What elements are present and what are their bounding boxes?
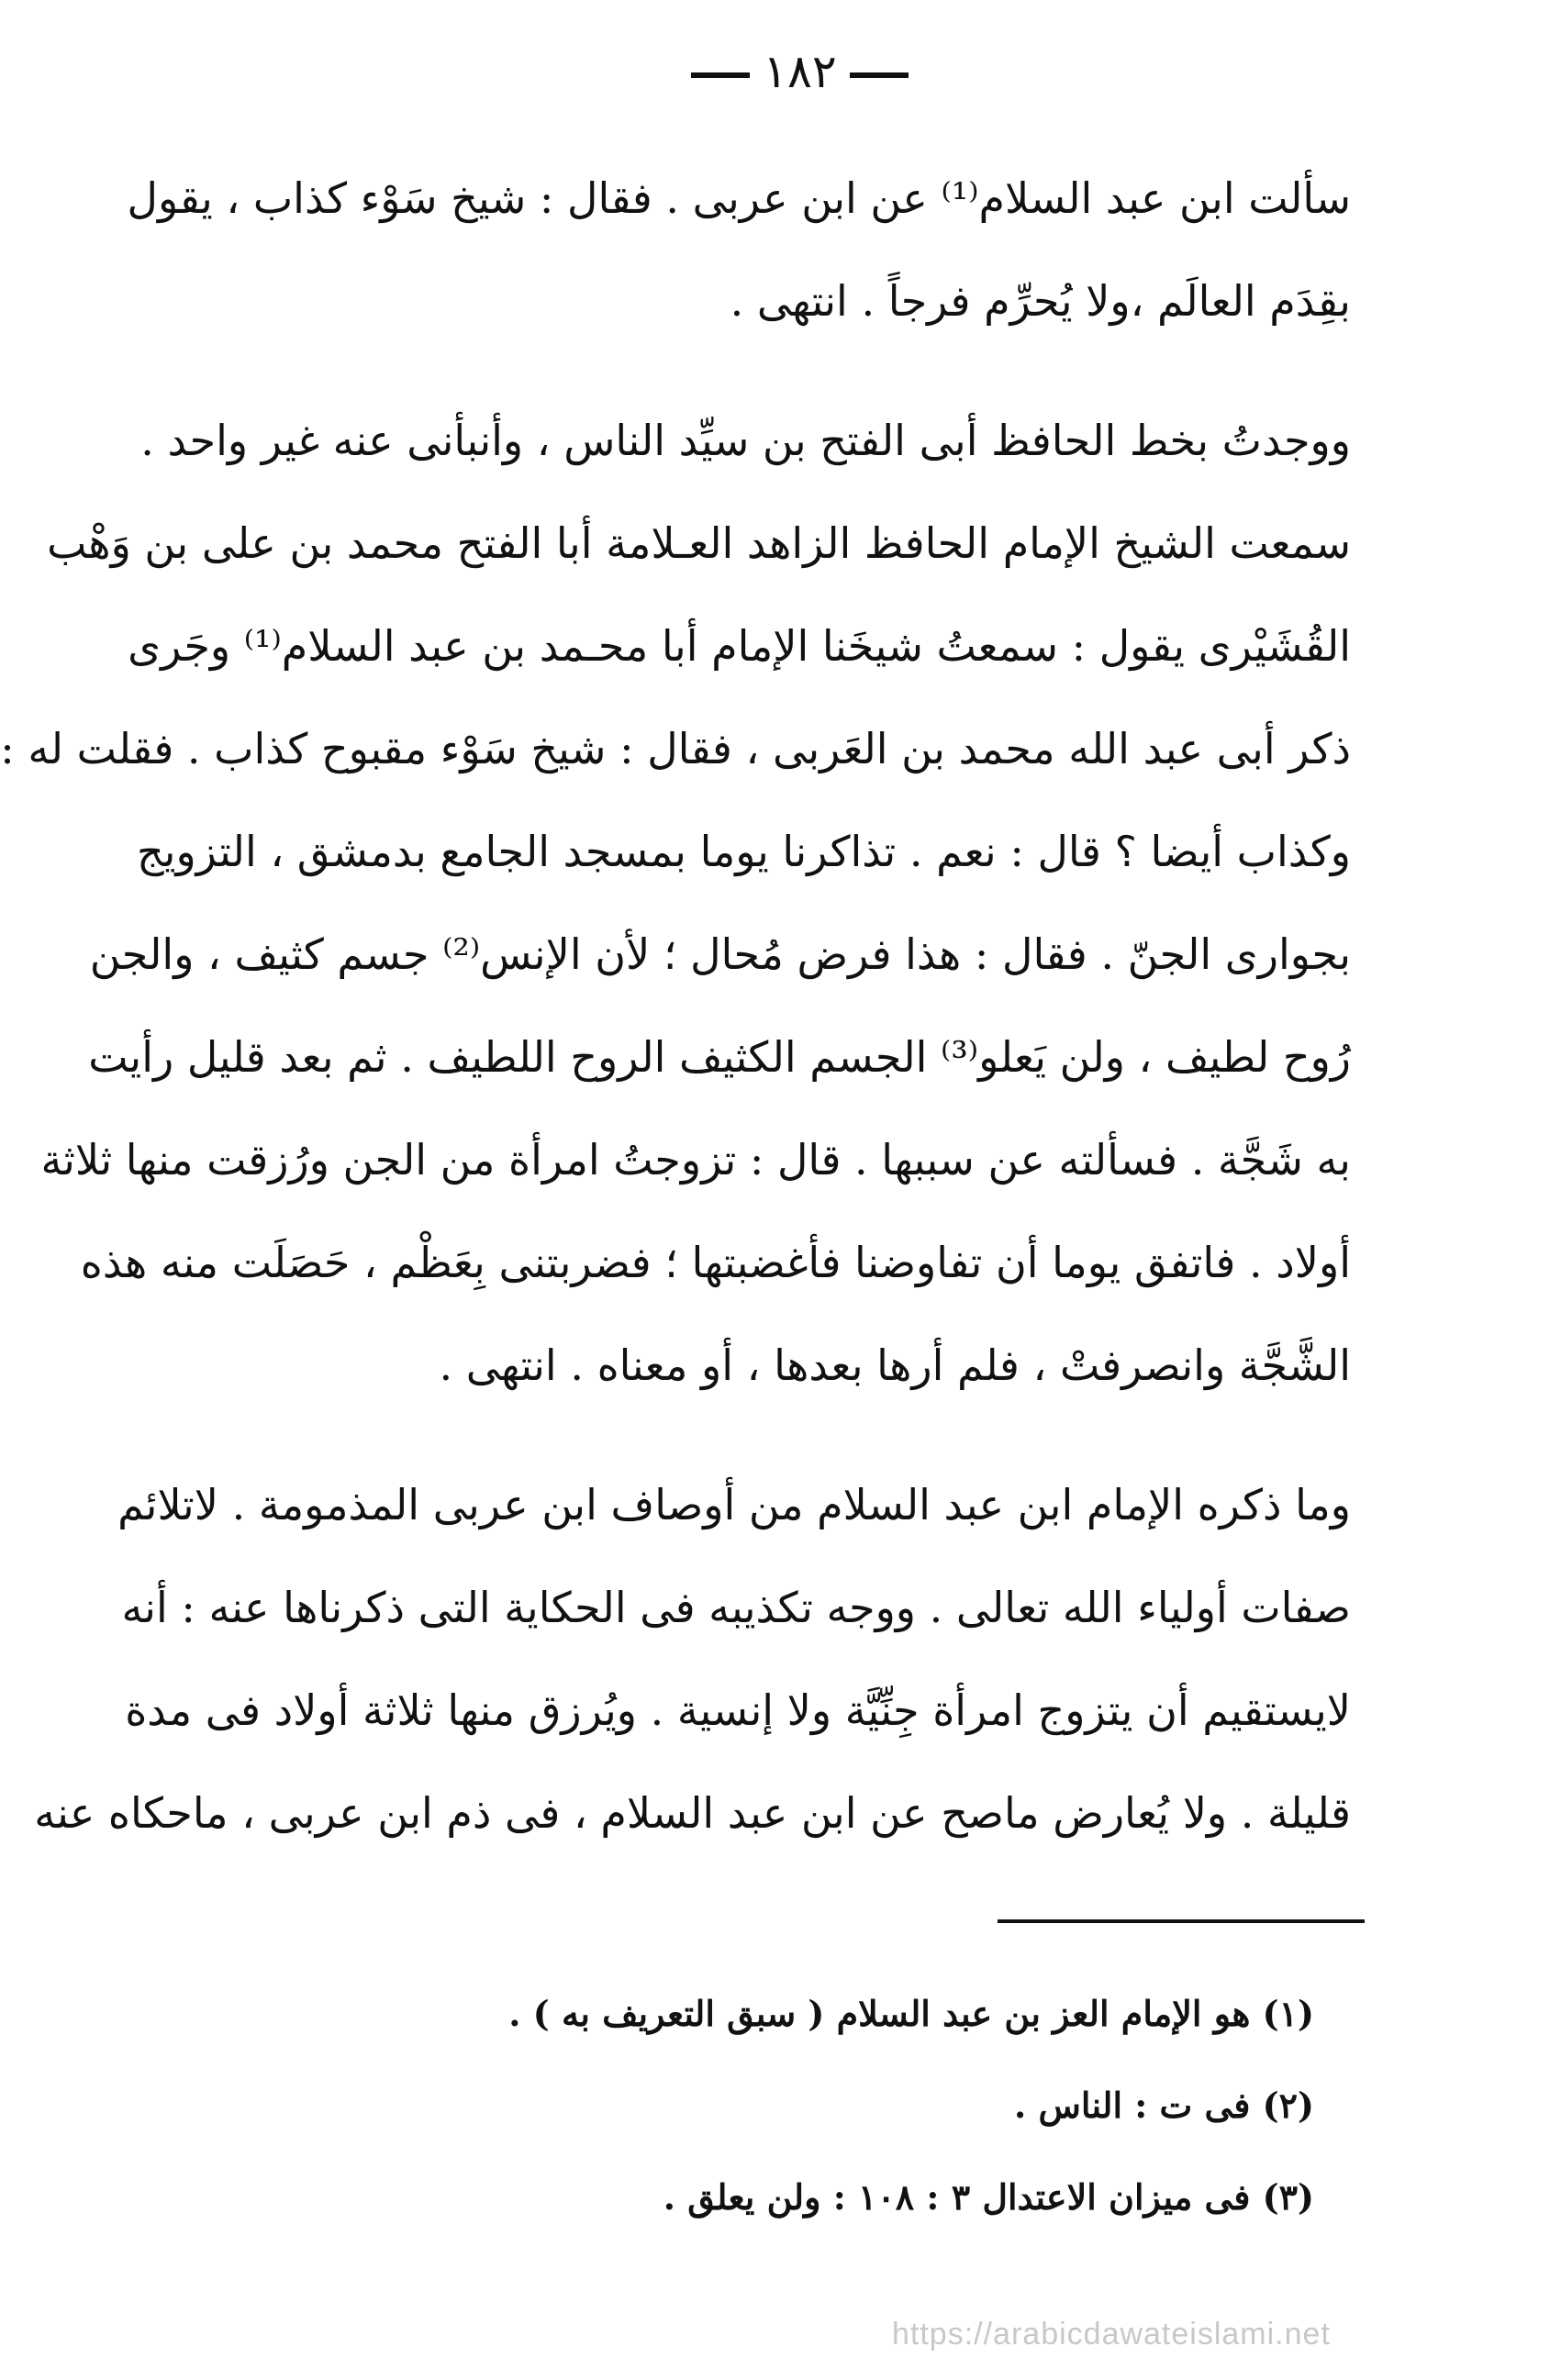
text-line: بقِدَم العالَم ،ولا يُحرِّم فرجاً . انتهى . bbox=[730, 276, 1351, 326]
text-line: بجوارى الجنّ . فقال : هذا فرض مُحال ؛ لأن الإنس⁽²⁾ جسم كثيف ، والجن bbox=[89, 929, 1351, 979]
page-number bbox=[39, 35, 1561, 108]
page-number-dash-left bbox=[691, 72, 750, 78]
page-number-text: ١٨٢ bbox=[763, 45, 837, 98]
text-line: وما ذكره الإمام ابن عبد السلام من أوصاف ابن عربى المذمومة . لاتلائم bbox=[117, 1480, 1351, 1529]
main-text bbox=[0, 147, 1351, 1864]
text-line: أولاد . فاتفق يوما أن تفاوضنا فأغضبتها ؛ فضربتنى بِعَظْم ، حَصَلَت منه هذه bbox=[80, 1238, 1351, 1287]
text-line: ووجدتُ بخط الحافظ أبى الفتح بن سيِّد الناس ، وأنبأنى عنه غير واحد . bbox=[140, 416, 1351, 465]
page-number-dash-right bbox=[850, 72, 909, 78]
watermark-url: https://arabicdawateislami.net bbox=[892, 2317, 1331, 2352]
text-line: به شَجَّة . فسألته عن سببها . قال : تزوجتُ امرأة من الجن ورُزقت منها ثلاثة bbox=[40, 1135, 1351, 1184]
paragraph-2 bbox=[0, 389, 1351, 1417]
paragraph-1 bbox=[127, 147, 1351, 352]
text-line: صفات أولياء الله تعالى . ووجه تكذيبه فى الحكاية التى ذكرناها عنه : أنه bbox=[121, 1583, 1351, 1632]
footnote-3: (٣) فى ميزان الاعتدال ٣ : ١٠٨ : ولن يعلق . bbox=[663, 2176, 1314, 2218]
text-line: سمعت الشيخ الإمام الحافظ الزاهد العـلامة أبا الفتح محمد بن على بن وَهْب bbox=[47, 518, 1351, 568]
text-line: رُوح لطيف ، ولن يَعلو⁽³⁾ الجسم الكثيف الروح اللطيف . ثم بعد قليل رأيت bbox=[88, 1032, 1351, 1082]
paragraph-gap bbox=[176, 352, 1351, 389]
text-line: القُشَيْرى يقول : سمعتُ شيخَنا الإمام أبا محـمد بن عبد السلام⁽¹⁾ وجَرى bbox=[128, 621, 1351, 671]
text-line: ذكر أبى عبد الله محمد بن العَربى ، فقال : شيخ سَوْء مقبوح كذاب . فقلت له : bbox=[0, 724, 1351, 773]
paragraph-gap bbox=[176, 1417, 1351, 1453]
text-line: سألت ابن عبد السلام⁽¹⁾ عن ابن عربى . فقال : شيخ سَوْء كذاب ، يقول bbox=[127, 173, 1351, 223]
footnotes bbox=[314, 1968, 1314, 2243]
footnote-separator bbox=[998, 1919, 1365, 1923]
footnote-1: (١) هو الإمام العز بن عبد السلام ( سبق التعريف به ) . bbox=[508, 1993, 1314, 2034]
text-line: لايستقيم أن يتزوج امرأة جِنِّيَّة ولا إنسية . ويُرزق منها ثلاثة أولاد فى مدة bbox=[125, 1685, 1351, 1735]
text-line: وكذاب أيضا ؟ قال : نعم . تذاكرنا يوما بمسجد الجامع بدمشق ، التزويج bbox=[136, 827, 1351, 876]
text-line: الشَّجَّة وانصرفتْ ، فلم أرها بعدها ، أو معناه . انتهى . bbox=[439, 1340, 1351, 1390]
paragraph-3 bbox=[34, 1453, 1351, 1864]
footnote-2: (٢) فى ت : الناس . bbox=[1014, 2085, 1314, 2126]
text-line: قليلة . ولا يُعارض ماصح عن ابن عبد السلام ، فى ذم ابن عربى ، ماحكاه عنه bbox=[34, 1788, 1351, 1838]
